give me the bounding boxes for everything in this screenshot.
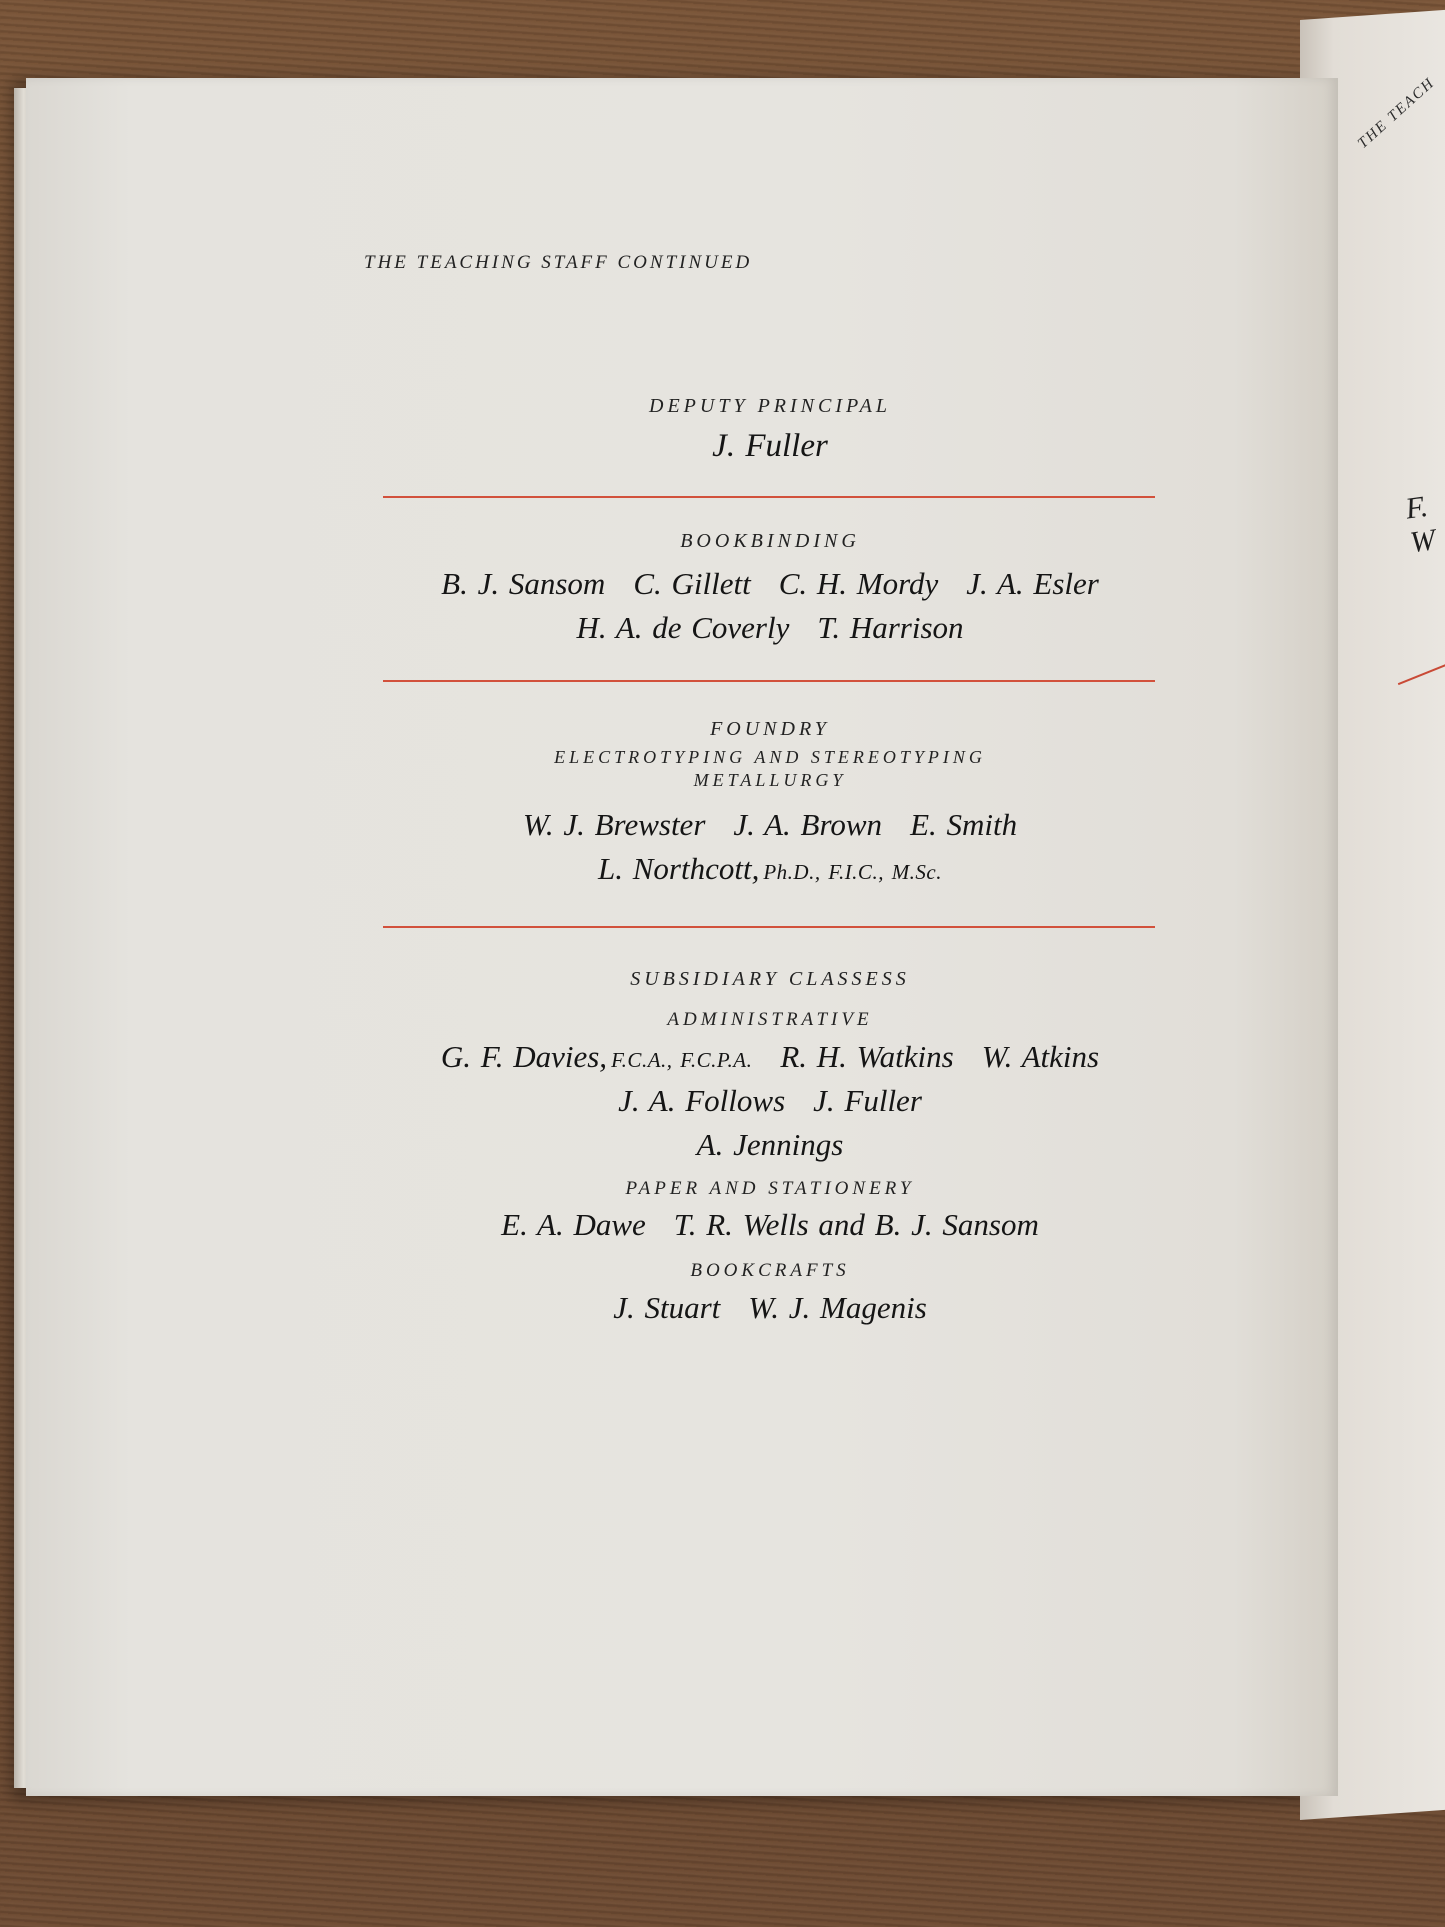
foundry-section: [380, 716, 1160, 891]
staff-name: T. Harrison: [817, 610, 964, 646]
staff-name: J. A. Esler: [966, 566, 1099, 601]
bookbinding-heading: BOOKBINDING: [680, 530, 860, 552]
staff-name: J. Stuart: [613, 1290, 721, 1326]
bookbinding-names-row: [380, 606, 1160, 650]
deputy-principal-section: [380, 393, 1160, 470]
foundry-names-row: [380, 847, 1160, 891]
paper-stationery-heading: PAPER AND STATIONERY: [625, 1177, 915, 1199]
staff-name: R. H. Watkins: [780, 1038, 954, 1074]
administrative-names-row: [380, 1035, 1160, 1079]
staff-name: E. Smith: [910, 806, 1018, 842]
foundry-subheading: METALLURGY: [693, 770, 847, 791]
staff-name: W. J. Brewster: [522, 806, 706, 842]
bookbinding-names-row: [380, 562, 1160, 606]
bookbinding-section: [380, 528, 1160, 650]
staff-name: H. A. de Coverly: [576, 610, 790, 646]
staff-name: J. Fuller: [813, 1082, 922, 1118]
staff-name: T. R. Wells and B. J. Sansom: [673, 1207, 1039, 1243]
foundry-names-row: [380, 803, 1160, 847]
administrative-heading: ADMINISTRATIVE: [667, 1009, 873, 1030]
subsidiary-section: [380, 966, 1160, 1330]
foundry-heading: FOUNDRY: [710, 718, 830, 740]
facing-page-initial: F. W: [1403, 489, 1438, 560]
facing-page-running-head: THE TEACH: [1355, 74, 1439, 152]
staff-name: C. H. Mordy: [778, 566, 939, 601]
staff-degrees: Ph.D., F.I.C., M.Sc.: [763, 859, 943, 884]
staff-name: W. J. Magenis: [748, 1290, 927, 1326]
staff-name: J. A. Follows: [618, 1082, 786, 1118]
staff-degrees: F.C.A., F.C.P.A.: [611, 1047, 753, 1072]
staff-name-text: L. Northcott,: [597, 850, 760, 886]
staff-name-text: G. F. Davies,: [440, 1038, 608, 1074]
bookcrafts-names-row: [380, 1286, 1160, 1330]
subsidiary-heading: SUBSIDIARY CLASSESS: [630, 968, 910, 990]
deputy-principal-heading: DEPUTY PRINCIPAL: [649, 395, 891, 417]
section-rule: [383, 680, 1155, 682]
section-rule: [383, 926, 1155, 928]
staff-name: [598, 851, 942, 886]
staff-name: E. A. Dawe: [501, 1207, 646, 1243]
running-head: THE TEACHING STAFF CONTINUED: [364, 252, 753, 273]
bookcrafts-heading: BOOKCRAFTS: [690, 1260, 850, 1282]
staff-name: J. A. Brown: [733, 806, 883, 842]
staff-name: C. Gillett: [633, 566, 751, 601]
staff-name: W. Atkins: [981, 1038, 1100, 1074]
administrative-names-row: [380, 1079, 1160, 1123]
staff-name: B. J. Sansom: [441, 566, 606, 601]
staff-name: A. Jennings: [696, 1126, 844, 1162]
paper-stationery-names-row: [380, 1203, 1160, 1247]
deputy-principal-name: J. Fuller: [712, 428, 828, 464]
administrative-names-row: [380, 1123, 1160, 1167]
staff-name: [441, 1039, 752, 1074]
section-rule: [383, 496, 1155, 498]
foundry-subheading: ELECTROTYPING AND STEREOTYPING: [554, 747, 986, 767]
